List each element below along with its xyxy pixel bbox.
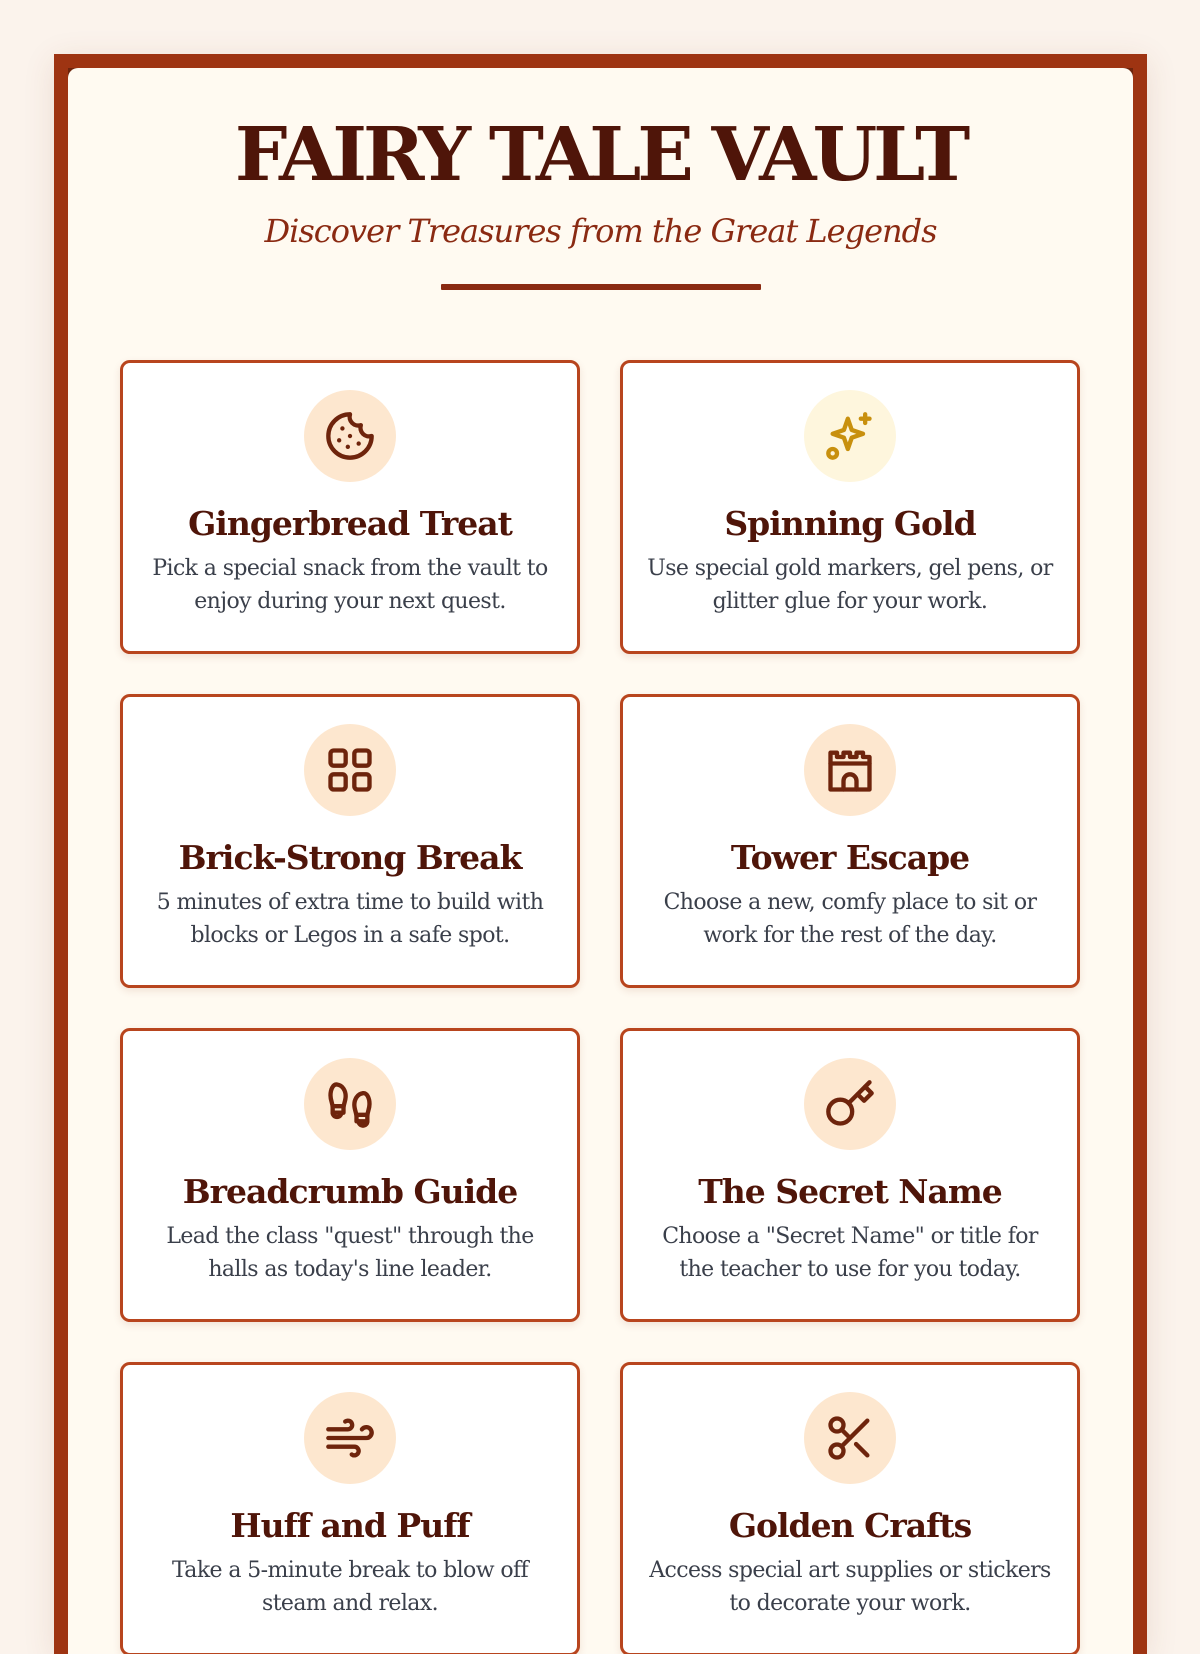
reward-icon-badge <box>304 724 396 816</box>
header <box>68 68 1133 290</box>
reward-icon-badge <box>804 390 896 482</box>
reward-title: Huff and Puff <box>230 1506 470 1545</box>
castle-icon <box>824 744 876 796</box>
reward-grid <box>120 360 1084 1654</box>
reward-card-the-secret-name[interactable] <box>620 1028 1080 1322</box>
reward-description: Access special art supplies or stickers to decorate your work. <box>649 1557 1051 1616</box>
page-title: FAIRY TALE VAULT <box>234 112 967 198</box>
reward-title: Gingerbread Treat <box>188 504 512 543</box>
reward-card-breadcrumb-guide[interactable] <box>120 1028 580 1322</box>
reward-title: Brick-Strong Break <box>178 838 522 877</box>
reward-description: Use special gold markers, gel pens, or glitter glue for your work. <box>647 555 1053 614</box>
key-icon <box>824 1078 876 1130</box>
reward-icon-badge <box>304 1392 396 1484</box>
reward-icon-badge <box>304 1058 396 1150</box>
title-divider <box>441 284 761 290</box>
reward-title: The Secret Name <box>698 1172 1002 1211</box>
reward-card-brick-strong-break[interactable] <box>120 694 580 988</box>
reward-card-huff-and-puff[interactable] <box>120 1362 580 1654</box>
reward-title: Tower Escape <box>730 838 970 877</box>
scissors-icon <box>824 1412 876 1464</box>
reward-card-tower-escape[interactable] <box>620 694 1080 988</box>
reward-card-gingerbread-treat[interactable] <box>120 360 580 654</box>
cookie-icon <box>324 410 376 462</box>
reward-icon-badge <box>804 724 896 816</box>
reward-card-golden-crafts[interactable] <box>620 1362 1080 1654</box>
reward-card-spinning-gold[interactable] <box>620 360 1080 654</box>
wind-icon <box>324 1412 376 1464</box>
page-subtitle: Discover Treasures from the Great Legends <box>264 212 937 250</box>
reward-title: Golden Crafts <box>728 1506 972 1545</box>
reward-description: Choose a "Secret Name" or title for the teacher to use for you today. <box>662 1223 1038 1282</box>
reward-title: Breadcrumb Guide <box>182 1172 518 1211</box>
reward-icon-badge <box>804 1058 896 1150</box>
reward-description: Pick a special snack from the vault to enjoy during your next quest. <box>152 555 548 614</box>
reward-title: Spinning Gold <box>724 504 976 543</box>
reward-icon-badge <box>804 1392 896 1484</box>
reward-description: 5 minutes of extra time to build with blocks or Legos in a safe spot. <box>156 889 544 948</box>
vault-panel <box>68 68 1133 1654</box>
reward-description: Choose a new, comfy place to sit or work for the rest of the day. <box>663 889 1037 948</box>
sparkles-icon <box>824 410 876 462</box>
reward-icon-badge <box>304 390 396 482</box>
reward-description: Take a 5-minute break to blow off steam and relax. <box>171 1557 529 1616</box>
blocks-icon <box>324 744 376 796</box>
reward-description: Lead the class "quest" through the halls as today's line leader. <box>166 1223 534 1282</box>
footprints-icon <box>324 1078 376 1130</box>
vault-frame <box>54 54 1147 1654</box>
